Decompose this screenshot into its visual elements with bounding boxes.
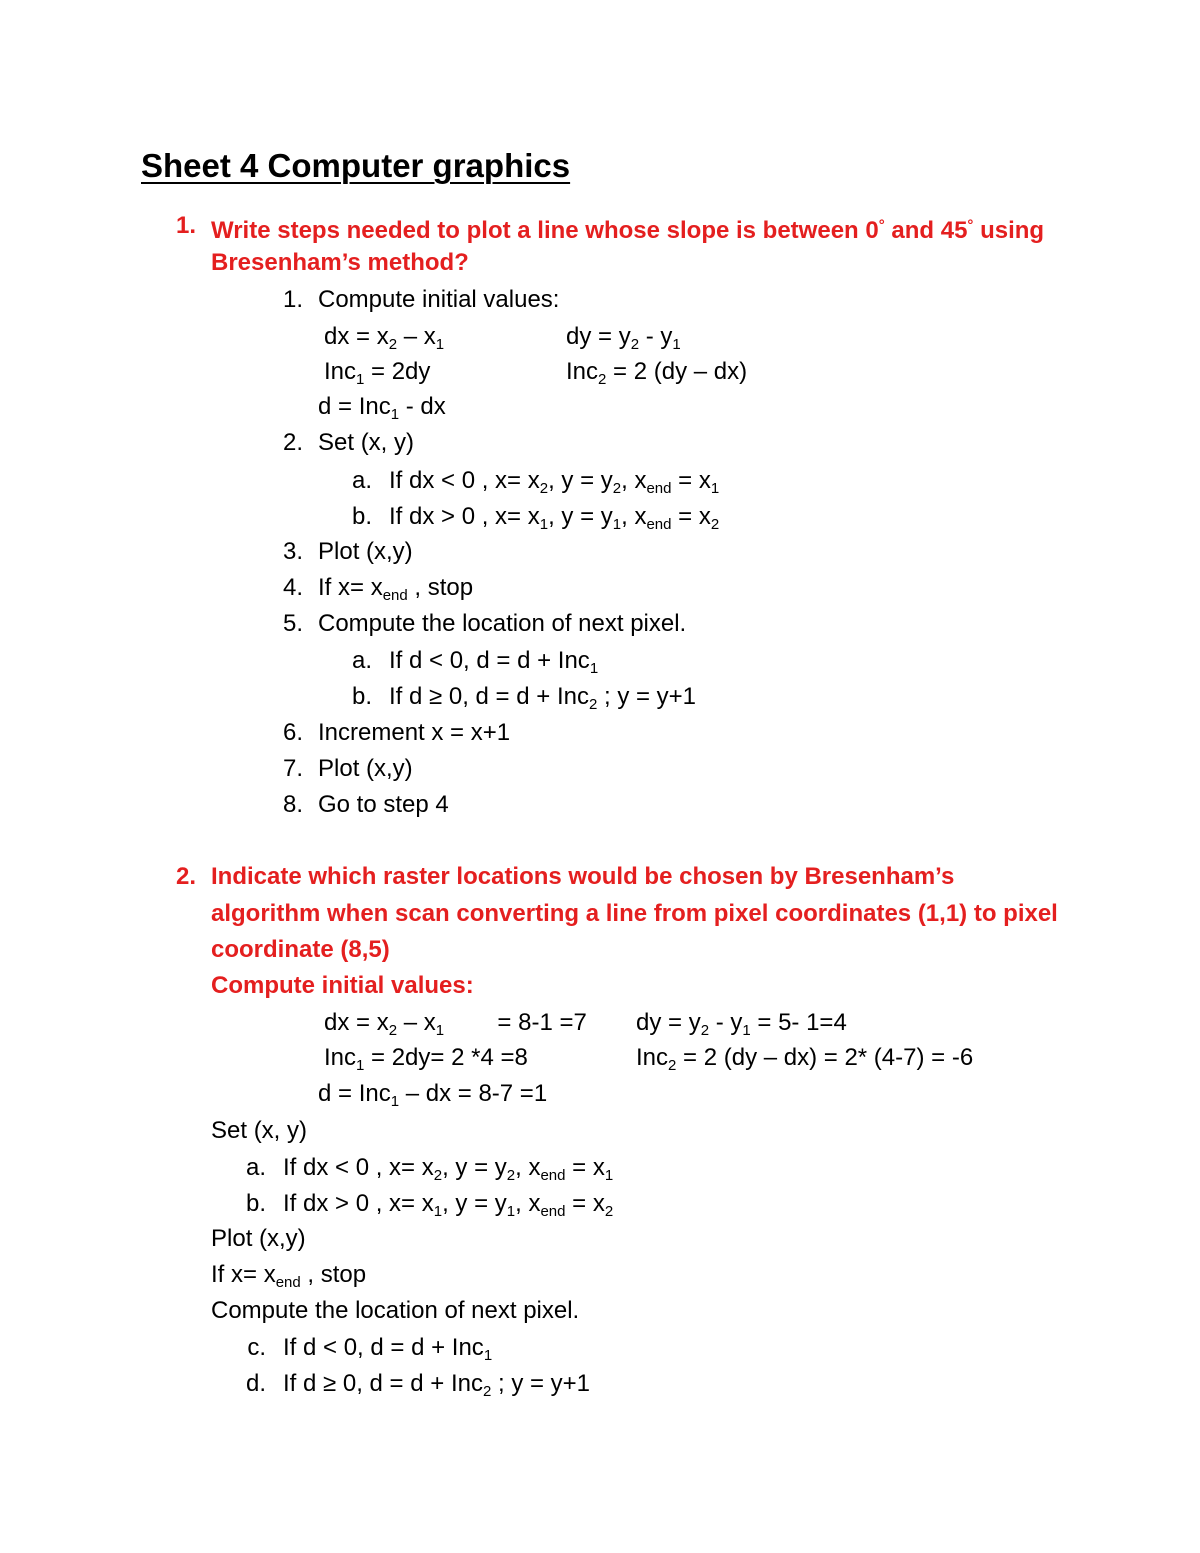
q2-dy-formula: dy = $y_2 - y_1 = 5-$ 1=4	[636, 1009, 847, 1039]
q2-inc1-formula: Inc$_1$ = 2dy= 2 *4 =8	[324, 1044, 528, 1074]
q1-dx-formula: dx = $x_2 - x_1$	[324, 323, 445, 353]
q2-set: Set (x, y)	[211, 1117, 308, 1144]
q1-dy-formula: dy = $y_2 - y_1$	[566, 323, 681, 353]
q1-inc2-formula: Inc$_2$ = 2 (dy – dx)	[566, 358, 748, 388]
q1-text-line2: Bresenham’s method?	[211, 249, 469, 276]
q2-text-line2: algorithm when scan converting a line from pixel coordinates (1,1) to pixel	[211, 900, 1058, 927]
q2-plot: Plot (x,y)	[211, 1225, 306, 1252]
q2-inc2-formula: Inc$_2$ = 2 (dy – dx) = 2* (4-7) = -6	[636, 1044, 974, 1074]
q2-dx-formula: dx = $x_2 - x_1$ = 8-1 =7	[324, 1009, 587, 1039]
q1-d-formula: d = Inc$_1$ - dx	[318, 393, 446, 423]
q2-number: 2.	[175, 863, 196, 890]
q2-compute-heading: Compute initial values:	[211, 972, 474, 999]
q2-compute-next: Compute the location of next pixel.	[211, 1297, 580, 1324]
q2-stop: If $x= x_{end}$ , stop	[211, 1261, 367, 1291]
q1-text-line1: Write steps needed to plot a line whose slope is between 0° and 45° using	[211, 217, 1045, 244]
page-title: Sheet 4 Computer graphics	[141, 147, 571, 184]
q2-text-line3: coordinate (8,5)	[211, 936, 390, 963]
q1-number: 1.	[175, 212, 196, 239]
q1-inc1-formula: Inc$_1$ = 2dy	[324, 358, 431, 388]
q2-d-formula: d = Inc$_1$ – dx = 8-7 =1	[318, 1080, 548, 1110]
